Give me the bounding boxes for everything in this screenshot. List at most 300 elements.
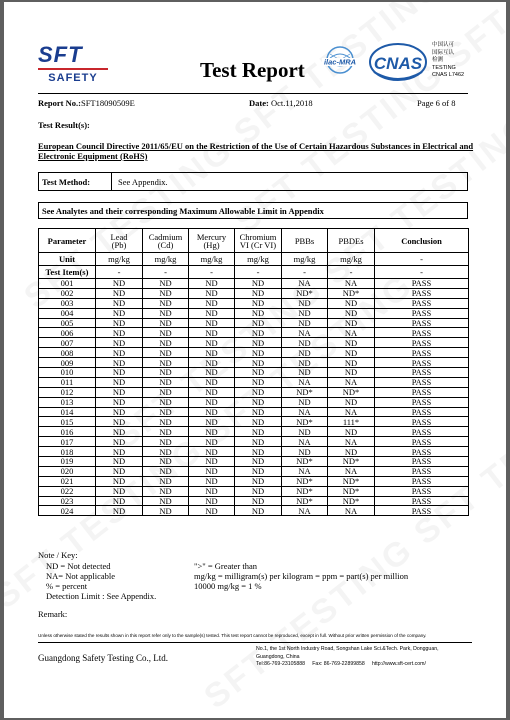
result-cell: ND xyxy=(96,387,143,397)
result-cell: ND xyxy=(143,288,189,298)
result-cell: ND xyxy=(328,447,375,457)
result-cell: ND xyxy=(96,358,143,368)
col-header-parameter: Parameter xyxy=(39,229,96,253)
directive-title: European Council Directive 2011/65/EU on the Restriction of the Use of Certain Hazardous Substances in Electrical and Electronic Equipment (RoHS) xyxy=(38,141,474,161)
result-cell: ND xyxy=(96,368,143,378)
address-website: http://www.sft-cert.com/ xyxy=(371,661,426,668)
result-cell: NA xyxy=(282,279,328,289)
sample-id-cell: 004 xyxy=(39,308,96,318)
result-cell: ND xyxy=(282,427,328,437)
result-cell: ND xyxy=(96,397,143,407)
result-cell: ND xyxy=(189,358,235,368)
table-row xyxy=(39,407,469,417)
sample-id-cell: 001 xyxy=(39,279,96,289)
result-cell: ND xyxy=(96,348,143,358)
result-cell: NA xyxy=(282,328,328,338)
result-cell: NA xyxy=(282,437,328,447)
sample-id-cell: 010 xyxy=(39,368,96,378)
conclusion-cell: PASS xyxy=(375,447,469,457)
result-cell: ND xyxy=(96,407,143,417)
sample-id-cell: 016 xyxy=(39,427,96,437)
company-address xyxy=(256,646,439,669)
result-cell: ND* xyxy=(282,486,328,496)
conclusion-cell: PASS xyxy=(375,348,469,358)
result-cell: NA xyxy=(328,407,375,417)
result-cell: NA xyxy=(328,506,375,516)
page-title: Test Report xyxy=(200,58,305,82)
sample-id-cell: 003 xyxy=(39,298,96,308)
col-header-chromium-symbol: VI (Cr VI) xyxy=(239,239,277,250)
result-cell: ND xyxy=(328,358,375,368)
ilac-mra-logo xyxy=(318,42,362,86)
result-cell: ND xyxy=(189,417,235,427)
result-cell: ND xyxy=(189,407,235,417)
sample-id-cell: 014 xyxy=(39,407,96,417)
table-row xyxy=(39,417,469,427)
table-row xyxy=(39,368,469,378)
result-cell: NA xyxy=(328,466,375,476)
sample-id-cell: 002 xyxy=(39,288,96,298)
result-cell: ND xyxy=(96,447,143,457)
table-row xyxy=(39,377,469,387)
conclusion-cell: PASS xyxy=(375,466,469,476)
result-cell: ND xyxy=(235,457,282,467)
report-number xyxy=(38,98,135,108)
result-cell: ND xyxy=(96,437,143,447)
note-percent: % = percent xyxy=(46,581,88,591)
sample-id-cell: 013 xyxy=(39,397,96,407)
note-detection-limit: Detection Limit : See Appendix. xyxy=(46,591,157,601)
cnas-text-zh-2: 国际互认 xyxy=(432,49,455,56)
header-divider xyxy=(38,93,468,94)
result-cell: ND xyxy=(143,466,189,476)
table-row xyxy=(39,387,469,397)
test-item-cell: - xyxy=(235,266,282,279)
result-cell: ND xyxy=(143,387,189,397)
col-header-conclusion: Conclusion xyxy=(375,229,469,253)
result-cell: ND xyxy=(96,279,143,289)
sample-id-cell: 023 xyxy=(39,496,96,506)
conclusion-cell: PASS xyxy=(375,338,469,348)
result-cell: ND xyxy=(143,496,189,506)
result-cell: ND xyxy=(96,506,143,516)
conclusion-cell: PASS xyxy=(375,506,469,516)
conclusion-cell: PASS xyxy=(375,358,469,368)
result-cell: ND xyxy=(189,279,235,289)
table-row xyxy=(39,427,469,437)
result-cell: ND xyxy=(328,298,375,308)
result-cell: ND xyxy=(143,447,189,457)
result-cell: ND xyxy=(328,397,375,407)
result-cell: ND xyxy=(189,348,235,358)
col-header-pbdes: PBDEs xyxy=(328,229,375,253)
result-cell: ND* xyxy=(328,387,375,397)
result-cell: ND xyxy=(282,298,328,308)
result-cell: ND xyxy=(189,318,235,328)
conclusion-cell: PASS xyxy=(375,457,469,467)
results-table xyxy=(38,228,469,516)
test-item-cell: - xyxy=(282,266,328,279)
col-header-mercury-symbol: (Hg) xyxy=(203,239,220,250)
test-item-cell: - xyxy=(328,266,375,279)
sample-id-cell: 015 xyxy=(39,417,96,427)
note-mgkg: mg/kg = milligram(s) per kilogram = ppm = part(s) per million xyxy=(194,571,409,581)
report-page xyxy=(4,2,506,718)
unit-label: Unit xyxy=(39,253,96,266)
result-cell: ND xyxy=(282,447,328,457)
test-method-value: See Appendix. xyxy=(118,177,168,187)
result-cell: ND xyxy=(189,427,235,437)
result-cell: ND xyxy=(143,506,189,516)
col-header-cadmium xyxy=(143,229,189,253)
col-header-lead xyxy=(96,229,143,253)
result-cell: NA xyxy=(328,377,375,387)
table-row xyxy=(39,358,469,368)
conclusion-cell: PASS xyxy=(375,407,469,417)
test-item-cell: - xyxy=(189,266,235,279)
table-header-row xyxy=(39,229,469,253)
result-cell: ND xyxy=(282,358,328,368)
result-cell: ND xyxy=(96,288,143,298)
conclusion-cell: PASS xyxy=(375,328,469,338)
cnas-text-zh-3: 检测 xyxy=(432,57,444,63)
test-result-label: Test Result(s): xyxy=(38,120,90,130)
result-cell: ND xyxy=(143,377,189,387)
sample-id-cell: 011 xyxy=(39,377,96,387)
result-cell: ND xyxy=(235,486,282,496)
result-cell: ND xyxy=(235,368,282,378)
sft-logo xyxy=(38,42,108,84)
note-greater-than: ">" = Greater than xyxy=(194,561,258,571)
sample-id-cell: 017 xyxy=(39,437,96,447)
result-cell: ND xyxy=(189,368,235,378)
result-cell: ND xyxy=(96,496,143,506)
result-cell: NA xyxy=(328,437,375,447)
result-cell: ND xyxy=(143,457,189,467)
result-cell: ND xyxy=(282,318,328,328)
conclusion-cell: PASS xyxy=(375,318,469,328)
result-cell: ND* xyxy=(282,457,328,467)
conclusion-cell: PASS xyxy=(375,397,469,407)
result-cell: ND xyxy=(235,308,282,318)
report-number-label: Report No.: xyxy=(38,98,81,108)
sample-id-cell: 018 xyxy=(39,447,96,457)
result-cell: ND xyxy=(328,308,375,318)
result-cell: ND xyxy=(143,486,189,496)
sample-id-cell: 006 xyxy=(39,328,96,338)
sample-id-cell: 008 xyxy=(39,348,96,358)
svg-text:CNAS: CNAS xyxy=(373,54,423,73)
page-number: Page 6 of 8 xyxy=(417,98,456,108)
logo-mark: SFT xyxy=(38,42,108,70)
result-cell: ND xyxy=(96,318,143,328)
result-cell: ND xyxy=(96,466,143,476)
address-line-1: No.1, the 1st North Industry Road, Songshan Lake Sci.&Tech. Park, Dongguan, xyxy=(256,646,439,652)
table-unit-row xyxy=(39,253,469,266)
conclusion-cell: PASS xyxy=(375,298,469,308)
result-cell: ND xyxy=(189,377,235,387)
table-row xyxy=(39,447,469,457)
unit-cell: - xyxy=(375,253,469,266)
report-number-value: SFT18090509E xyxy=(80,98,135,108)
note-key-label: Note / Key: xyxy=(38,550,78,560)
result-cell: ND xyxy=(235,328,282,338)
conclusion-cell: PASS xyxy=(375,279,469,289)
table-row xyxy=(39,348,469,358)
result-cell: ND xyxy=(143,308,189,318)
result-cell: ND xyxy=(96,308,143,318)
conclusion-cell: PASS xyxy=(375,308,469,318)
sample-id-cell: 019 xyxy=(39,457,96,467)
table-row xyxy=(39,328,469,338)
result-cell: ND xyxy=(143,358,189,368)
result-cell: ND xyxy=(235,417,282,427)
result-cell: ND xyxy=(189,437,235,447)
result-cell: NA xyxy=(328,279,375,289)
result-cell: ND xyxy=(189,298,235,308)
result-cell: ND xyxy=(189,308,235,318)
result-cell: NA xyxy=(328,328,375,338)
result-cell: ND xyxy=(235,288,282,298)
result-cell: ND xyxy=(96,377,143,387)
test-method-label: Test Method: xyxy=(39,173,112,190)
result-cell: ND xyxy=(189,397,235,407)
result-cell: ND xyxy=(189,466,235,476)
result-cell: ND xyxy=(235,447,282,457)
result-cell: ND xyxy=(96,328,143,338)
table-row xyxy=(39,338,469,348)
result-cell: ND xyxy=(96,476,143,486)
col-header-pbbs: PBBs xyxy=(282,229,328,253)
result-cell: ND xyxy=(235,476,282,486)
result-cell: NA xyxy=(282,506,328,516)
result-cell: ND xyxy=(282,368,328,378)
result-cell: ND xyxy=(189,476,235,486)
result-cell: ND xyxy=(143,348,189,358)
result-cell: ND* xyxy=(328,496,375,506)
result-cell: ND xyxy=(235,387,282,397)
result-cell: ND xyxy=(96,338,143,348)
result-cell: NA xyxy=(282,407,328,417)
result-cell: ND xyxy=(143,476,189,486)
result-cell: ND xyxy=(235,338,282,348)
result-cell: ND* xyxy=(328,288,375,298)
company-name: Guangdong Safety Testing Co., Ltd. xyxy=(38,653,168,663)
sample-id-cell: 007 xyxy=(39,338,96,348)
conclusion-cell: PASS xyxy=(375,476,469,486)
result-cell: ND xyxy=(235,437,282,447)
result-cell: ND xyxy=(189,506,235,516)
result-cell: ND xyxy=(282,348,328,358)
result-cell: ND xyxy=(235,377,282,387)
sample-id-cell: 012 xyxy=(39,387,96,397)
result-cell: ND xyxy=(282,397,328,407)
table-row xyxy=(39,318,469,328)
conclusion-cell: PASS xyxy=(375,368,469,378)
sample-id-cell: 009 xyxy=(39,358,96,368)
analytes-note-box xyxy=(38,202,468,219)
result-cell: ND xyxy=(282,338,328,348)
conclusion-cell: PASS xyxy=(375,417,469,427)
address-line-2: Guangdong, China xyxy=(256,653,300,660)
svg-text:ilac-MRA: ilac-MRA xyxy=(323,57,357,67)
disclaimer: Unless otherwise stated the results shown in this report refer only to the sample(s) tested. This test report cannot be reproduced, except in full. Without prior written permission of the company. xyxy=(38,633,427,638)
result-cell: ND xyxy=(189,457,235,467)
unit-cell: mg/kg xyxy=(282,253,328,266)
result-cell: ND* xyxy=(282,288,328,298)
result-cell: ND xyxy=(235,427,282,437)
table-row xyxy=(39,457,469,467)
note-nd: ND = Not detected xyxy=(46,561,111,571)
address-contact-line xyxy=(256,661,439,669)
table-row xyxy=(39,298,469,308)
conclusion-cell: PASS xyxy=(375,496,469,506)
result-cell: ND xyxy=(143,427,189,437)
result-cell: ND* xyxy=(282,496,328,506)
result-cell: ND xyxy=(328,348,375,358)
result-cell: ND xyxy=(189,328,235,338)
sample-id-cell: 021 xyxy=(39,476,96,486)
test-method-box xyxy=(38,172,468,191)
address-fax: Fax: 86-769-22899858 xyxy=(312,661,365,668)
conclusion-cell: PASS xyxy=(375,437,469,447)
result-cell: NA xyxy=(282,377,328,387)
address-tel: Tel:86-769-23105888 xyxy=(256,661,306,668)
footer-divider xyxy=(38,642,472,643)
result-cell: ND xyxy=(235,298,282,308)
cnas-text-zh-1: 中国认可 xyxy=(432,42,455,48)
result-cell: ND xyxy=(235,466,282,476)
table-row xyxy=(39,308,469,318)
unit-cell: mg/kg xyxy=(328,253,375,266)
result-cell: ND xyxy=(143,368,189,378)
result-cell: ND xyxy=(235,318,282,328)
result-cell: ND xyxy=(189,447,235,457)
result-cell: ND xyxy=(189,496,235,506)
conclusion-cell: PASS xyxy=(375,377,469,387)
result-cell: ND xyxy=(282,308,328,318)
result-cell: ND xyxy=(143,318,189,328)
sample-id-cell: 024 xyxy=(39,506,96,516)
col-header-mercury-name: Mercury xyxy=(196,231,227,242)
result-cell: ND xyxy=(143,279,189,289)
result-cell: ND xyxy=(96,427,143,437)
cnas-text-number: CNAS L7462 xyxy=(432,72,465,78)
analytes-note: See Analytes and their corresponding Maximum Allowable Limit in Appendix xyxy=(42,206,324,216)
result-cell: 111* xyxy=(328,417,375,427)
note-na: NA= Not applicable xyxy=(46,571,115,581)
result-cell: ND xyxy=(143,298,189,308)
table-row xyxy=(39,506,469,516)
result-cell: ND xyxy=(96,298,143,308)
result-cell: ND xyxy=(143,328,189,338)
result-cell: ND* xyxy=(282,387,328,397)
result-cell: NA xyxy=(282,466,328,476)
result-cell: ND xyxy=(235,358,282,368)
unit-cell: mg/kg xyxy=(235,253,282,266)
test-item-cell: - xyxy=(143,266,189,279)
cnas-accreditation xyxy=(432,42,464,80)
result-cell: ND xyxy=(235,496,282,506)
report-date xyxy=(249,98,313,108)
result-cell: ND xyxy=(189,486,235,496)
note-conversion: 10000 mg/kg = 1 % xyxy=(194,581,262,591)
result-cell: ND xyxy=(235,397,282,407)
sample-id-cell: 020 xyxy=(39,466,96,476)
result-cell: ND xyxy=(189,338,235,348)
result-cell: ND xyxy=(96,457,143,467)
table-row xyxy=(39,437,469,447)
result-cell: ND* xyxy=(328,457,375,467)
test-item-cell: - xyxy=(375,266,469,279)
unit-cell: mg/kg xyxy=(189,253,235,266)
unit-cell: mg/kg xyxy=(96,253,143,266)
conclusion-cell: PASS xyxy=(375,427,469,437)
logo-subtext: SAFETY xyxy=(48,72,98,84)
result-cell: ND xyxy=(235,279,282,289)
col-header-lead-symbol: (Pb) xyxy=(111,239,127,250)
table-row xyxy=(39,288,469,298)
sample-id-cell: 005 xyxy=(39,318,96,328)
report-date-value: Oct.11,2018 xyxy=(270,98,313,108)
result-cell: ND xyxy=(143,437,189,447)
result-cell: ND* xyxy=(328,476,375,486)
col-header-chromium xyxy=(235,229,282,253)
table-row xyxy=(39,476,469,486)
report-date-label: Date: xyxy=(249,98,271,108)
sample-id-cell: 022 xyxy=(39,486,96,496)
result-cell: ND xyxy=(143,417,189,427)
result-cell: ND* xyxy=(328,486,375,496)
result-cell: ND xyxy=(235,506,282,516)
result-cell: ND xyxy=(143,397,189,407)
result-cell: ND xyxy=(235,407,282,417)
table-row xyxy=(39,466,469,476)
result-cell: ND* xyxy=(282,417,328,427)
col-header-cadmium-symbol: (Cd) xyxy=(157,239,174,250)
test-item-cell: - xyxy=(96,266,143,279)
result-cell: ND xyxy=(143,338,189,348)
conclusion-cell: PASS xyxy=(375,387,469,397)
result-cell: ND xyxy=(235,348,282,358)
table-row xyxy=(39,279,469,289)
table-row xyxy=(39,496,469,506)
table-test-item-row xyxy=(39,266,469,279)
result-cell: ND xyxy=(328,427,375,437)
results-table-body xyxy=(39,279,469,516)
col-header-lead-name: Lead xyxy=(110,231,128,242)
col-header-mercury xyxy=(189,229,235,253)
table-row xyxy=(39,486,469,496)
col-header-chromium-name: Chromium xyxy=(239,231,277,242)
result-cell: ND xyxy=(328,338,375,348)
test-item-label: Test Item(s) xyxy=(39,266,96,279)
cnas-logo xyxy=(368,42,428,86)
result-cell: ND xyxy=(96,486,143,496)
remark-label: Remark: xyxy=(38,609,68,619)
result-cell: ND xyxy=(328,318,375,328)
conclusion-cell: PASS xyxy=(375,486,469,496)
result-cell: ND xyxy=(189,387,235,397)
cnas-text-testing: TESTING xyxy=(432,64,456,71)
result-cell: ND xyxy=(143,407,189,417)
result-cell: ND xyxy=(96,417,143,427)
table-row xyxy=(39,397,469,407)
unit-cell: mg/kg xyxy=(143,253,189,266)
result-cell: ND xyxy=(328,368,375,378)
result-cell: ND* xyxy=(282,476,328,486)
conclusion-cell: PASS xyxy=(375,288,469,298)
